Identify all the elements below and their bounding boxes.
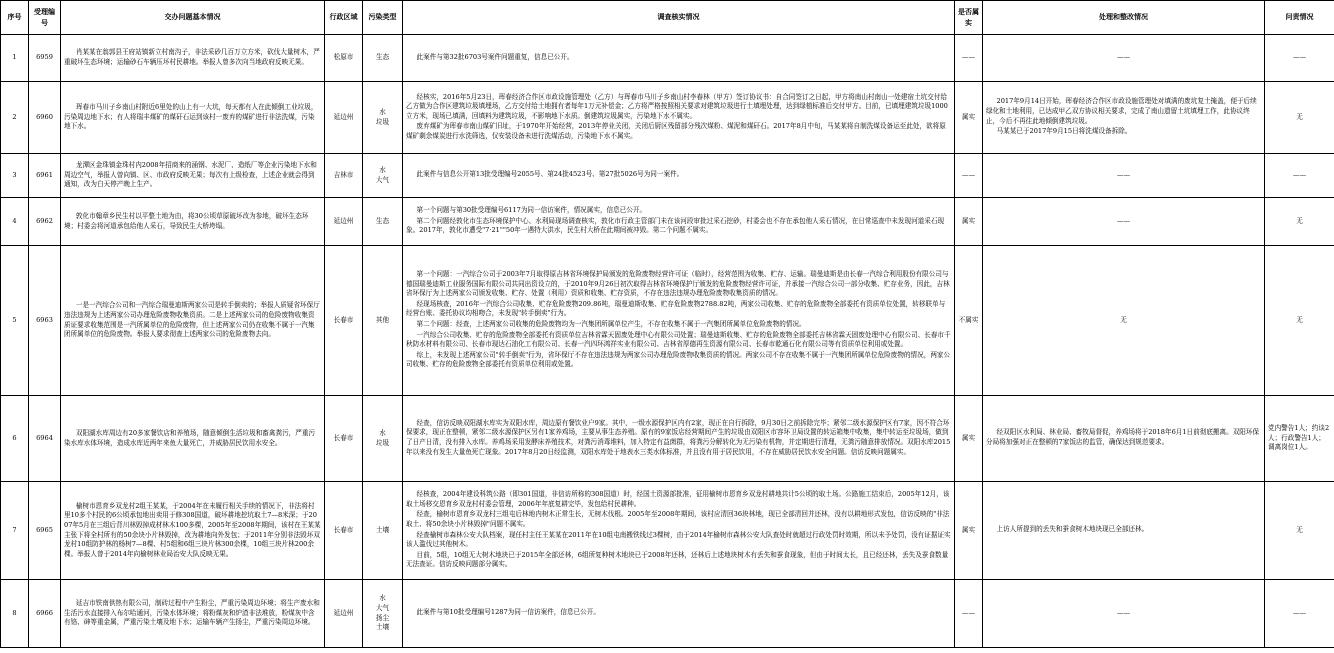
table-row: [1, 580, 1334, 648]
row-code: 6959: [29, 35, 61, 82]
header-investigation: 调查核实情况: [403, 1, 955, 35]
row-problem: 双阳湖水库周边有20多家餐饮店和养殖场，随意倾倒生活垃圾和畜禽粪污，严重污染水库水体环境，造成水库近两年来鱼大量死亡，并威胁居民饮用水安全。: [61, 396, 325, 482]
row-investigation-paragraph: 经查，信访反映双阳湖水库实为双阳水库，周边原有餐饮业户9家。其中，一级水源保护区内有2家，现正在自行拆除，9月30日之前拆除完毕；紧邻二级水源保护区有7家，因不符合环保要求，现正在整顿，紧邻二级水源保护区另有1家养鸡场，主要从事生态养殖。原有的9家饭店经营期间产生的垃圾由双阳区市容环卫局设置的转运箱集中收集，集中转运至垃圾场，做到了日产日清，没有排入水库。养鸡场采用发酵床养殖技术，对粪污消毒堆料，加入特定有益菌群，将粪污分解转化为无污染有机物，并定期进行清理，无粪污随意排放情况。双阳水库2015年以来没有发生大量鱼死亡现象。2017年8月20日经监测，双阳水库处于地表水三类水体标准，并且没有用于居民饮用，不存在威胁居民饮水安全问题。信访反映问题属实。: [406, 418, 951, 456]
row-investigation-paragraph: 经核实，2016年5月23日，珲春经济合作区市政设施管理处（乙方）与珲春市马川子乡南山村李春林（甲方）签订协议书：自合同签订之日起，甲方将南山村南山一处建宿土坑交付给乙方做为合作区建筑垃圾填埋场，乙方交付给土地拥有者每年1万元补偿金；乙方将严格按照相关要求对建筑垃圾进行土填埋处理，达到绿植标准后交付甲方。目前，已填埋建筑垃圾1000立方米，现场已填满，回填料为建筑垃圾，不影响地下水质。倒建筑垃圾属实，污染地下水不属实。: [406, 92, 948, 120]
row-investigation-paragraph: 第二个问题经敦化市生态环境保护中心、水利局现场调查核实，敦化市行政主管部门未在该河段审批过采石挖砂，村委会也不存在承包他人采石情况，在日常巡查中未发现河道采石现象。2017年，敦化市遭受"7·21""50年一遇特大洪水，民生村大桥在此期间被冲毁。第二个问题不属实。: [406, 216, 945, 235]
row-no: 7: [1, 482, 29, 580]
row-investigation-paragraph: 经查榆树市森林公安大队档案，现任村主任王某某在2011年在10组屯南搬铁线过3棵树，由于2014年榆树市森林公安大队查处时就超过行政处罚时效期，所以未予处罚，没有证据证实该人滥伐过其他树木。: [406, 530, 951, 549]
row-accountability: ——: [1265, 35, 1334, 82]
row-investigation: [403, 396, 955, 482]
row-investigation-paragraph: 综上，未发现上述两家公司"转手倒卖"行为，省环保厅不存在违法违规为两家公司办理危险废物收集资质的情况。两家公司不存在收集不属于一汽集团所属单位危险废物的情况，两家公司收集、贮存的危险废物全部委托有资质单位利用或处置。: [406, 350, 951, 369]
row-handling-paragraph: 2017年9月14日开始，珲春经济合作区市政设施管理处对填满的废坑复土掩盖，便于后续绿化和土地利用，已达成甲乙双方协议相关要求，完成了南山遗留土坑填埋工作，此协议终止，今后不再往此地倾倒建筑垃圾。: [986, 97, 1257, 125]
row-is-true: ——: [955, 154, 983, 198]
row-accountability: 无: [1265, 82, 1334, 154]
row-pollution-type: 水 大气 扬尘 土壤: [363, 580, 403, 648]
header-problem: 交办问题基本情况: [61, 1, 325, 35]
table-row: [1, 396, 1334, 482]
row-pollution-type: 土壤: [363, 482, 403, 580]
row-accountability: ——: [1265, 154, 1334, 198]
row-problem: 龙潭区金珠镇金珠村内2008年招商来的涌钢、水泥厂、造纸厂等企业污染地下水和周边空气，举报人曾向镇、区、市政府反映无果；每次有上级检查，上述企业就会得到通知，改为白天停产晚上生产。: [61, 154, 325, 198]
row-pollution-type: 水 垃圾: [363, 82, 403, 154]
row-accountability: 无: [1265, 198, 1334, 246]
row-code: 6966: [29, 580, 61, 648]
row-accountability: ——: [1265, 580, 1334, 648]
table-row: [1, 35, 1334, 82]
row-code: 6962: [29, 198, 61, 246]
row-pollution-type: 水 垃圾: [363, 396, 403, 482]
row-handling: ——: [983, 580, 1265, 648]
table-row: [1, 246, 1334, 396]
row-code: 6960: [29, 82, 61, 154]
table-body: [1, 35, 1334, 648]
header-accountability: 问责情况: [1265, 1, 1334, 35]
row-handling: ——: [983, 198, 1265, 246]
table-row: [1, 82, 1334, 154]
row-handling-paragraph: 上访人所提到的丢失和蚕食树木地块现已全部还林。: [996, 525, 1149, 534]
row-handling-paragraph: 马某某已于2017年9月15日将洗煤设备拆除。: [996, 127, 1132, 136]
row-is-true: ——: [955, 35, 983, 82]
row-investigation-paragraph: 此案件与第32批6703号案件问题重复，信息已公开。: [416, 52, 574, 61]
row-handling: ——: [983, 154, 1265, 198]
header-code: 受理编号: [29, 1, 61, 35]
row-investigation-paragraph: 第一个问题与第30批受理编号6117为同一信访案件，情况属实，信息已公开。: [416, 206, 647, 215]
row-investigation-paragraph: 经核查，2004年建设科筑公路（即301国道，非信访所称的308国道）时，经国土资源部批准，征用榆树市恩育乡双龙村耕地共计5公顷的取土场。公路施工结束后，2005年12月，该取土场移交恩育乡双龙村村委会管理，2006年年底复耕完毕，发包给村民耕种。: [406, 490, 950, 508]
row-pollution-type: 生态: [363, 198, 403, 246]
row-handling: 无: [983, 246, 1265, 396]
row-accountability: 无: [1265, 246, 1334, 396]
row-investigation-paragraph: 经查，榆树市恩育乡双龙村三组屯后林地内树木正常生长，无树木伐根。2005年至2008年期间，该村应清回36块林地，现已全部清回并还林，没有以耕地形式发包，信访反映的"非法取土、将50余块小片林毁掉"问题不属实。: [406, 510, 950, 528]
row-no: 8: [1, 580, 29, 648]
row-code: 6963: [29, 246, 61, 396]
header-no: 序号: [1, 1, 29, 35]
row-is-true: 属实: [955, 482, 983, 580]
row-investigation: [403, 35, 955, 82]
row-no: 4: [1, 198, 29, 246]
row-problem: 一是一汽综合公司和一汽综合瑞曼迪斯两家公司是转手倒卖的；举报人质疑省环保厅违法违规为上述两家公司办理危险废物收集资质。二是上述两家公司的危险废物收集资质证要求收集范围是一汽所属单位的危险废物，但上述两家公司仍在收集不属于一汽集团所属单位的危险废物。举报人要求彻查上述两家公司的危险废物去向。: [61, 246, 325, 396]
row-code: 6961: [29, 154, 61, 198]
row-is-true: 属实: [955, 82, 983, 154]
row-no: 1: [1, 35, 29, 82]
row-is-true: 属实: [955, 198, 983, 246]
row-handling: [983, 482, 1265, 580]
header-handling: 处理和整改情况: [983, 1, 1265, 35]
row-is-true: 属实: [955, 396, 983, 482]
row-investigation: [403, 154, 955, 198]
row-is-true: ——: [955, 580, 983, 648]
table-row: [1, 154, 1334, 198]
row-region: 延边州: [325, 198, 363, 246]
row-is-true: 不属实: [955, 246, 983, 396]
row-investigation-paragraph: 第一个问题：一汽综合公司于2003年7月取得原吉林省环境保护局颁发的危险废物经营许可证（临时），经营范围为收集、贮存、运输。瑞曼迪斯是由长春一汽综合利用股份有限公司与德国瑞曼迪斯工业服务国际有限公司共同出资设立的，于2010年9月26日初次取得吉林省环境保护厅颁发的危险废物经营许可证，并承接一汽综合公司一部分收集、贮存业务，因此，吉林省环保厅为上述两家公司颁发收集、贮存、处置（利用）资质和收集、贮存资质，不存在违法违规办理危险废物收集资质的情况。: [406, 270, 950, 298]
row-no: 5: [1, 246, 29, 396]
header-region: 行政区域: [325, 1, 363, 35]
row-code: 6965: [29, 482, 61, 580]
row-investigation-paragraph: 废弃煤矿为珲春市南山煤矿旧址，于1970年开始经营，2013年停业关闭，关闭后厨区残留部分残次煤粉、煤泥和煤矸石。2017年8月中旬，马某某将自制洗煤设备运至此处，欲将原煤矿剩余煤炭进行水洗筛选，仅安装设备未进行洗煤活动，污染地下水不属实。: [406, 122, 946, 140]
row-region: 长春市: [325, 396, 363, 482]
row-handling: [983, 82, 1265, 154]
row-investigation-paragraph: 此案件与第10批受理编号1287为同一信访案件，信息已公开。: [416, 608, 600, 617]
table-row: [1, 198, 1334, 246]
row-code: 6964: [29, 396, 61, 482]
row-pollution-type: 其他: [363, 246, 403, 396]
header-row: [1, 1, 1334, 35]
row-pollution-type: 水 大气: [363, 154, 403, 198]
row-no: 3: [1, 154, 29, 198]
row-accountability: 无: [1265, 482, 1334, 580]
row-problem: 肖某某在翁郭县王府站镇新立村南沟子，非法采砂几百万立方米，砍伐大量树木，严重破坏生态环境；运输砂石车辆压坏村民耕地。举报人曾多次向当地政府反映无果。: [61, 35, 325, 82]
header-true: 是否属实: [955, 1, 983, 35]
row-investigation-paragraph: 一汽综合公司收集、贮存的危险废物全部委托有资质单位吉林省霖天固废处理中心有限公司处置；瑞曼迪斯收集、贮存的危险废物全部委托吉林省霖天固废处理中心有限公司、长春市千秋防水材料有限公司、长春市现达石油化工有限公司、长春一汽四环鸿祥实业有限公司、吉林省厚德再生资源有限公司、长春市乾通石化有限公司等有资质单位利用或处置。: [406, 330, 951, 349]
table-row: [1, 482, 1334, 580]
row-investigation: [403, 482, 955, 580]
row-investigation-paragraph: 目前，5组，10组无大树木地块已于2015年全部还林，6组所复种树木地块已于2008年还林，还林后上述地块树木有丢失和蚕食现象，但由于时间太长，且已经还林，丢失及蚕食数量无法查证。信访反映问题部分属实。: [406, 550, 949, 569]
row-investigation-paragraph: 此案件与信息公开第13批受理编号2055号、第24批4523号、第27批5026号为同一案件。: [416, 170, 684, 179]
row-investigation: [403, 198, 955, 246]
row-region: 长春市: [325, 482, 363, 580]
row-investigation-paragraph: 第二个问题：经查，上述两家公司收集的危险废物均为一汽集团所属单位产生，不存在收集不属于一汽集团所属单位危险废物的情况。: [416, 320, 806, 328]
row-problem: 榆树市恩育乡双龙村2组王某某，于2004年在未履行相关手续的情况下，非法将村里10多个村民的6公顷承包地出卖用于修308国道，破坏耕地挖坑取土7—8米深；于2007年5月在三组后背川林毁掉成材林木100多棵，2005年至2008年期间，该村在王某某主张下将全村所有的50余块小片林毁掉，改为耕地向外发包；于2011年分别非法毁坏双龙村10组防护林的杨树7—8棵、村5组和6组三块片林300余棵，10组三块片林200余棵。举报人曾于2014年向榆树林业局治安大队反映无果。: [61, 482, 325, 580]
row-investigation: [403, 82, 955, 154]
row-region: 松原市: [325, 35, 363, 82]
row-problem: 敦化市翰章乡民生村以平整土地为由，将30公顷草原破坏改为参地，破坏生态环境；村委会将河道承包给他人采石，导致民生大桥垮塌。: [61, 198, 325, 246]
row-no: 2: [1, 82, 29, 154]
row-problem: 珲春市马川子乡南山村附近6里处的山上有一大坑，每天都有人在此倾倒工业垃圾，污染周边地下水；有人将瑞丰煤矿的煤矸石运到该村一废弃的煤矿进行非法洗煤，污染地下水。: [61, 82, 325, 154]
row-handling: [983, 396, 1265, 482]
row-accountability: 党内警告1人；约谈2人；行政警告1人；调离岗位1人。: [1265, 396, 1334, 482]
row-region: 吉林市: [325, 154, 363, 198]
header-ptype: 污染类型: [363, 1, 403, 35]
row-handling-paragraph: 经双阳区水利局、林业局、畜牧局督促，养鸡场将于2018年6月1日前彻底搬离。双阳环保分局将加强对正在整顿的7家饭店的监管，确保达到规范要求。: [986, 428, 1260, 446]
row-region: 延边州: [325, 580, 363, 648]
row-investigation: [403, 580, 955, 648]
row-investigation: [403, 246, 955, 396]
row-handling: ——: [983, 35, 1265, 82]
row-investigation-paragraph: 经现场核查，2016年一汽综合公司收集、贮存危险废物209.86吨，瑞曼迪斯收集、贮存危险废物2788.82吨，两家公司收集、贮存的危险废物全部委托有资质单位处置，转移联单与经营台账、委托协议均相吻合，未发现"转手倒卖"行为。: [406, 299, 946, 318]
row-region: 延边州: [325, 82, 363, 154]
row-pollution-type: 生态: [363, 35, 403, 82]
row-region: 长春市: [325, 246, 363, 396]
row-no: 6: [1, 396, 29, 482]
row-problem: 延吉市铁南供热有限公司，制砖过程中产生粉尘，严重污染周边环境；将生产废水和生活污水直接排入布尔哈通河，污染水体环境；将粉煤灰和炉渣非法堆放，粉煤灰中含有铬、砷等重金属，严重污染土壤及地下水；运输车辆产生扬尘，严重污染周边环境。: [61, 580, 325, 648]
